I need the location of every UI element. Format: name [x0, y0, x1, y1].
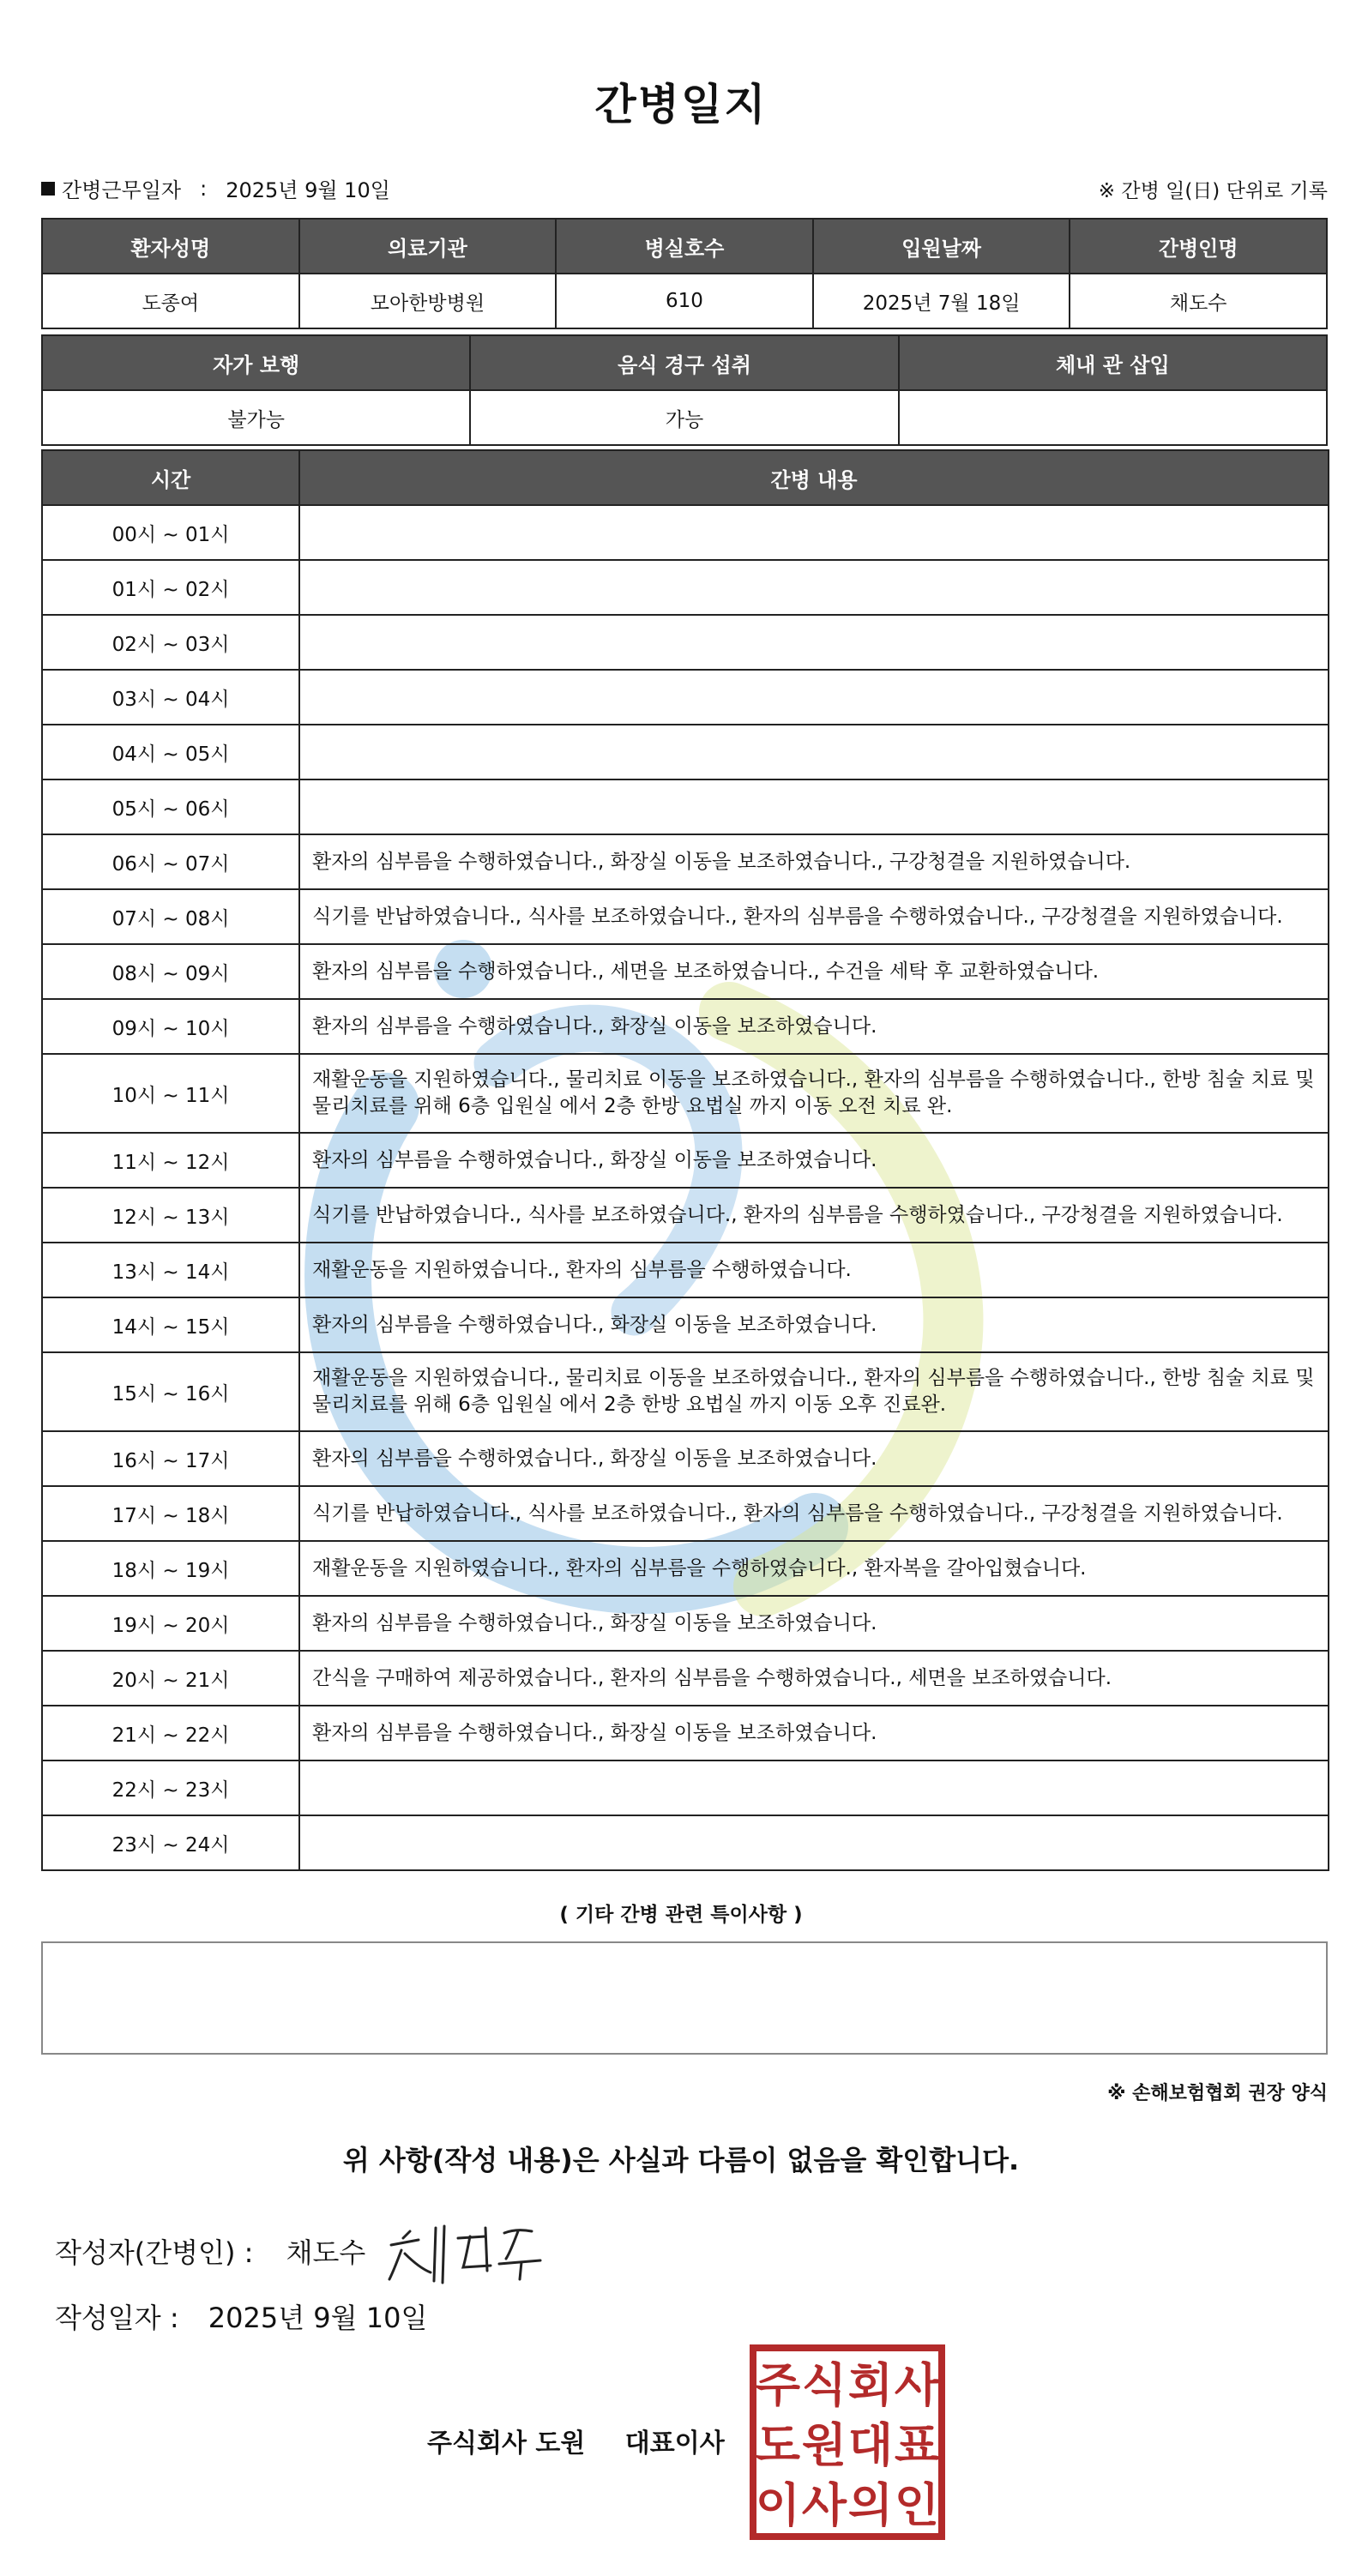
table-row [42, 1486, 1329, 1541]
writer-row [55, 2231, 365, 2271]
content-cell: 식기를 반납하였습니다., 식사를 보조하였습니다., 환자의 심부름을 수행하였습니다., 구강청결을 지원하였습니다. [299, 1188, 1329, 1243]
patient-status-table [41, 334, 1328, 446]
caregiver-name: 채도수 [1070, 274, 1327, 328]
content-cell [299, 560, 1329, 615]
content-cell: 환자의 심부름을 수행하였습니다., 화장실 이동을 보조하였습니다. [299, 1297, 1329, 1352]
table-row [42, 725, 1329, 779]
header-room: 병실호수 [556, 219, 813, 274]
content-cell: 재활운동을 지원하였습니다., 환자의 심부름을 수행하였습니다., 환자복을 갈아입혔습니다. [299, 1541, 1329, 1596]
ceo-title: 대표이사 [624, 2429, 725, 2459]
table-row [42, 1297, 1329, 1352]
time-cell: 07시 ~ 08시 [42, 889, 299, 944]
content-cell: 환자의 심부름을 수행하였습니다., 화장실 이동을 보조하였습니다., 구강청결을 지원하였습니다. [299, 834, 1329, 889]
time-cell: 03시 ~ 04시 [42, 670, 299, 725]
content-cell: 환자의 심부름을 수행하였습니다., 화장실 이동을 보조하였습니다. [299, 1431, 1329, 1486]
header-self-walking: 자가 보행 [42, 335, 470, 390]
table-row [42, 1054, 1329, 1133]
time-cell: 21시 ~ 22시 [42, 1706, 299, 1760]
svg-text:표: 표 [894, 2418, 940, 2472]
content-cell: 식기를 반납하였습니다., 식사를 보조하였습니다., 환자의 심부름을 수행하였습니다., 구강청결을 지원하였습니다. [299, 1486, 1329, 1541]
time-cell: 17시 ~ 18시 [42, 1486, 299, 1541]
time-cell: 20시 ~ 21시 [42, 1651, 299, 1706]
table-row [42, 1651, 1329, 1706]
svg-text:이: 이 [755, 2478, 801, 2532]
work-date-row [41, 173, 390, 203]
table-row [42, 1243, 1329, 1297]
patient-info-table [41, 218, 1328, 329]
content-cell [299, 1815, 1329, 1870]
hospital-name: 모아한방병원 [299, 274, 557, 328]
table-row [42, 944, 1329, 999]
svg-text:인: 인 [894, 2478, 940, 2532]
work-date-value: 2025년 9월 10일 [226, 178, 390, 202]
time-cell: 02시 ~ 03시 [42, 615, 299, 670]
time-cell: 08시 ~ 09시 [42, 944, 299, 999]
table-row [42, 560, 1329, 615]
time-cell: 05시 ~ 06시 [42, 779, 299, 834]
table-row [42, 670, 1329, 725]
writer-name: 채도수 [286, 2236, 366, 2269]
self-walking-value: 불가능 [42, 390, 470, 445]
table-row [42, 1133, 1329, 1188]
care-log-table [41, 449, 1329, 1871]
special-notes-box [41, 1941, 1328, 2055]
table-row [42, 889, 1329, 944]
table-row [42, 999, 1329, 1054]
content-cell: 환자의 심부름을 수행하였습니다., 화장실 이동을 보조하였습니다. [299, 1706, 1329, 1760]
content-cell [299, 670, 1329, 725]
time-cell: 23시 ~ 24시 [42, 1815, 299, 1870]
tube-insertion-value [899, 390, 1327, 445]
admission-date: 2025년 7월 18일 [813, 274, 1070, 328]
svg-text:원: 원 [801, 2418, 847, 2472]
table-row [42, 1541, 1329, 1596]
table-row [42, 1815, 1329, 1870]
header-patient-name: 환자성명 [42, 219, 299, 274]
table-row [42, 834, 1329, 889]
time-cell: 04시 ~ 05시 [42, 725, 299, 779]
content-cell: 환자의 심부름을 수행하였습니다., 화장실 이동을 보조하였습니다. [299, 1133, 1329, 1188]
confirmation-statement: 위 사항(작성 내용)은 사실과 다름이 없음을 확인합니다. [342, 2144, 1020, 2176]
svg-text:의: 의 [847, 2478, 894, 2532]
daily-record-note: ※ 간병 일(日) 단위로 기록 [1098, 180, 1328, 202]
header-caregiver-name: 간병인명 [1070, 219, 1327, 274]
table-row [42, 1352, 1329, 1431]
header-time: 시간 [42, 450, 299, 505]
content-cell: 간식을 구매하여 제공하였습니다., 환자의 심부름을 수행하였습니다., 세면을 보조하였습니다. [299, 1651, 1329, 1706]
time-cell: 13시 ~ 14시 [42, 1243, 299, 1297]
header-oral-intake: 음식 경구 섭취 [470, 335, 898, 390]
table-row [42, 1431, 1329, 1486]
bullet-square-icon [41, 182, 55, 196]
writer-label: 작성자(간병인) : [55, 2236, 254, 2269]
company-seal-stamp [750, 2344, 945, 2540]
svg-text:대: 대 [847, 2418, 894, 2472]
recommended-form-note: ※ 손해보험협회 권장 양식 [1107, 2083, 1328, 2104]
time-cell: 11시 ~ 12시 [42, 1133, 299, 1188]
time-cell: 09시 ~ 10시 [42, 999, 299, 1054]
content-cell [299, 615, 1329, 670]
handwritten-signature [384, 2219, 547, 2288]
svg-text:사: 사 [801, 2478, 847, 2532]
work-date-colon: : [200, 176, 208, 201]
written-date-row [55, 2296, 427, 2336]
written-date-label: 작성일자 : [55, 2302, 179, 2334]
svg-text:식: 식 [801, 2358, 847, 2412]
time-cell: 16시 ~ 17시 [42, 1431, 299, 1486]
table-row [42, 1188, 1329, 1243]
content-cell: 재활운동을 지원하였습니다., 물리치료 이동을 보조하였습니다., 환자의 심부름을 수행하였습니다., 한방 침술 치료 및 물리치료를 위해 6층 입원실 에서 2층 한방 요법실 까지 이동 오후 진료완. [299, 1352, 1329, 1431]
content-cell: 환자의 심부름을 수행하였습니다., 세면을 보조하였습니다., 수건을 세탁 후 교환하였습니다. [299, 944, 1329, 999]
content-cell: 식기를 반납하였습니다., 식사를 보조하였습니다., 환자의 심부름을 수행하였습니다., 구강청결을 지원하였습니다. [299, 889, 1329, 944]
table-row [42, 1760, 1329, 1815]
svg-text:주: 주 [755, 2358, 801, 2412]
svg-text:회: 회 [847, 2358, 894, 2412]
time-cell: 14시 ~ 15시 [42, 1297, 299, 1352]
content-cell [299, 505, 1329, 560]
header-tube-insertion: 체내 관 삽입 [899, 335, 1327, 390]
header-hospital: 의료기관 [299, 219, 557, 274]
company-signature-line [427, 2422, 725, 2459]
room-number: 610 [556, 274, 813, 328]
time-cell: 06시 ~ 07시 [42, 834, 299, 889]
patient-name: 도종여 [42, 274, 299, 328]
header-admission-date: 입원날짜 [813, 219, 1070, 274]
content-cell [299, 779, 1329, 834]
content-cell: 재활운동을 지원하였습니다., 물리치료 이동을 보조하였습니다., 환자의 심부름을 수행하였습니다., 한방 침술 치료 및 물리치료를 위해 6층 입원실 에서 2층 한방 요법실 까지 이동 오전 치료 완. [299, 1054, 1329, 1133]
time-cell: 22시 ~ 23시 [42, 1760, 299, 1815]
time-cell: 10시 ~ 11시 [42, 1054, 299, 1133]
company-name: 주식회사 도원 [427, 2429, 586, 2459]
table-row [42, 615, 1329, 670]
header-care-content: 간병 내용 [299, 450, 1329, 505]
work-date-label: 간병근무일자 [62, 178, 182, 202]
time-cell: 15시 ~ 16시 [42, 1352, 299, 1431]
content-cell [299, 1760, 1329, 1815]
time-cell: 19시 ~ 20시 [42, 1596, 299, 1651]
page-title: 간병일지 [594, 80, 768, 129]
time-cell: 00시 ~ 01시 [42, 505, 299, 560]
time-cell: 01시 ~ 02시 [42, 560, 299, 615]
time-cell: 18시 ~ 19시 [42, 1541, 299, 1596]
content-cell [299, 725, 1329, 779]
special-notes-label: ( 기타 간병 관련 특이사항 ) [559, 1904, 803, 1926]
svg-text:도: 도 [755, 2418, 801, 2472]
svg-text:사: 사 [894, 2358, 940, 2412]
table-row [42, 505, 1329, 560]
time-cell: 12시 ~ 13시 [42, 1188, 299, 1243]
table-row [42, 1596, 1329, 1651]
content-cell: 재활운동을 지원하였습니다., 환자의 심부름을 수행하였습니다. [299, 1243, 1329, 1297]
content-cell: 환자의 심부름을 수행하였습니다., 화장실 이동을 보조하였습니다. [299, 999, 1329, 1054]
table-row [42, 779, 1329, 834]
content-cell: 환자의 심부름을 수행하였습니다., 화장실 이동을 보조하였습니다. [299, 1596, 1329, 1651]
written-date-value: 2025년 9월 10일 [208, 2302, 428, 2334]
oral-intake-value: 가능 [470, 390, 898, 445]
table-row [42, 1706, 1329, 1760]
